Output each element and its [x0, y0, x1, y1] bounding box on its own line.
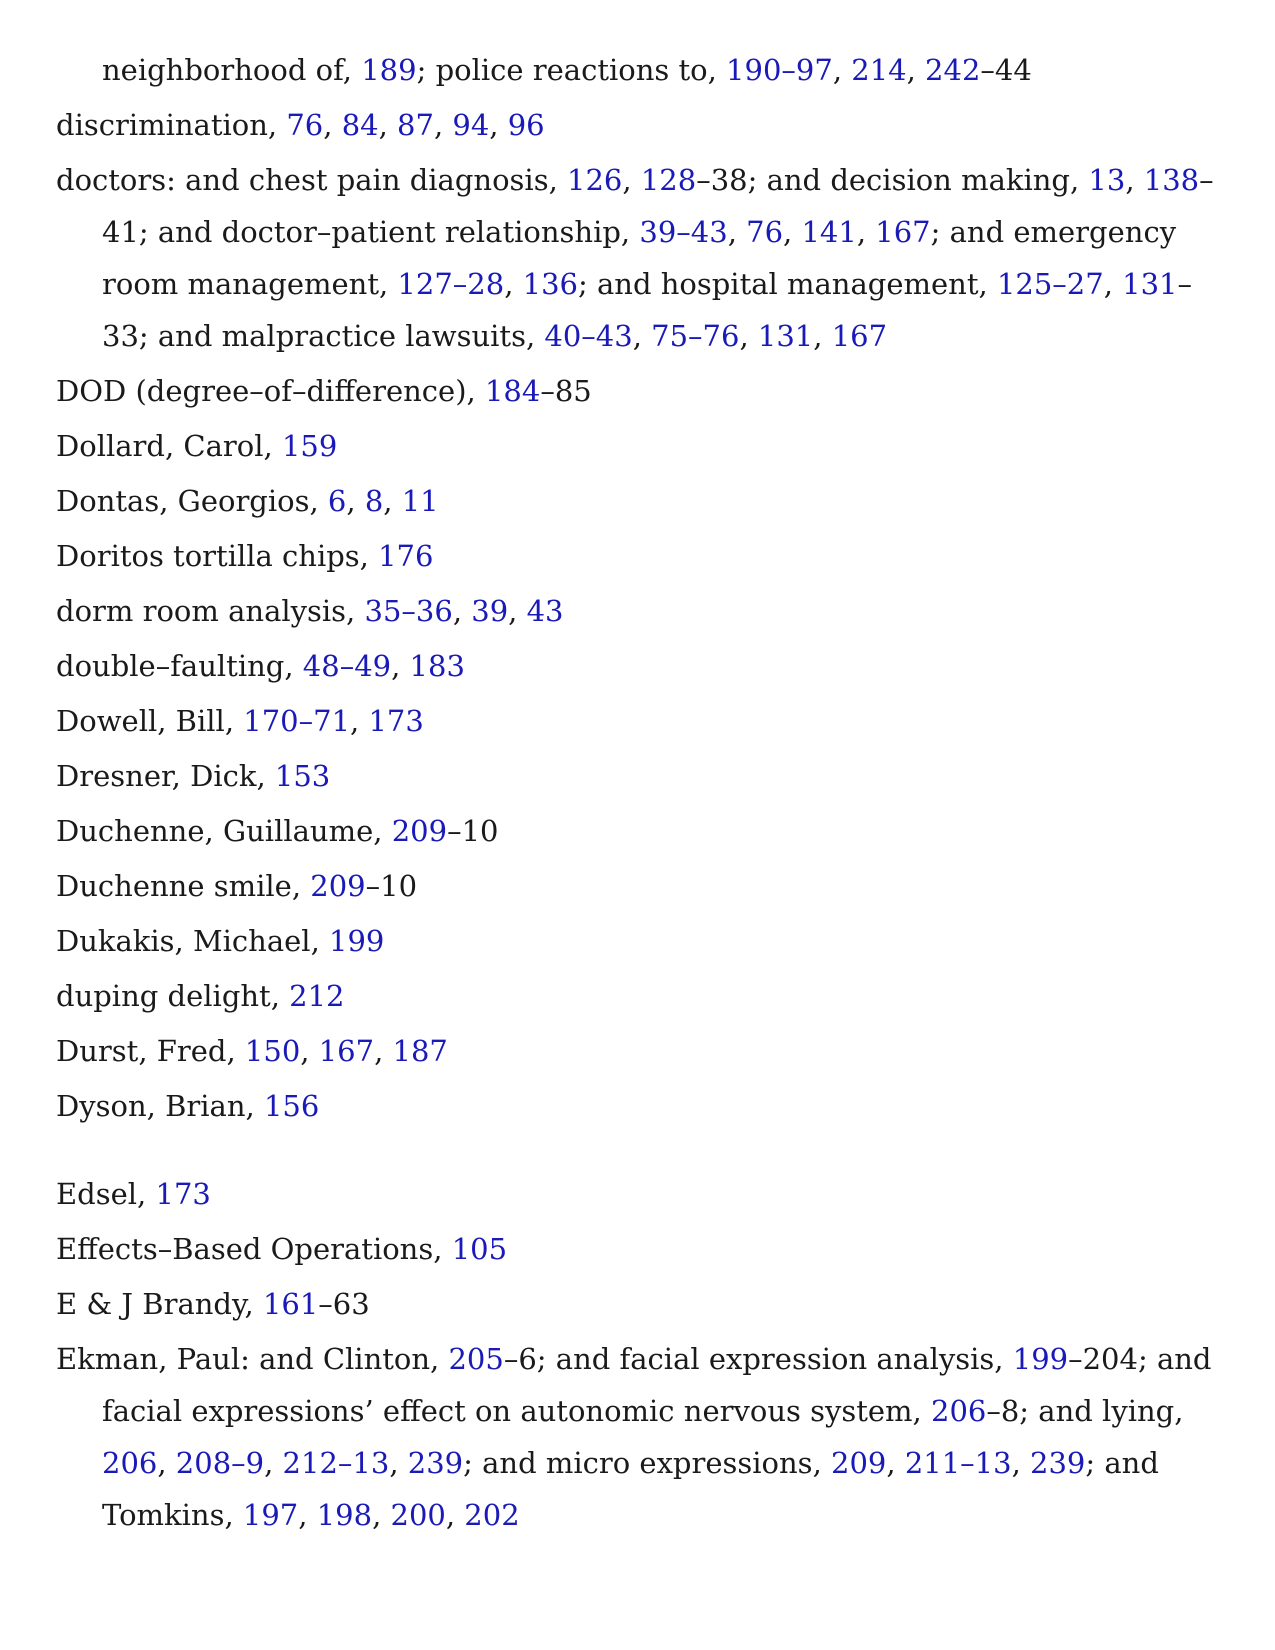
page-reference-link[interactable]: 205 — [448, 1342, 504, 1376]
page-reference-link[interactable]: 167 — [318, 1034, 375, 1068]
index-text: , — [300, 1034, 319, 1068]
page-reference-link[interactable]: 167 — [875, 215, 931, 249]
index-text: , — [264, 1446, 283, 1480]
page-reference-link[interactable]: 239 — [407, 1446, 464, 1480]
index-text: ; and micro expressions, — [463, 1446, 832, 1480]
index-entry — [56, 1080, 1216, 1132]
index-entry — [56, 915, 1216, 967]
index-entry — [56, 750, 1216, 802]
index-entry — [56, 860, 1216, 912]
index-text: , — [350, 704, 369, 738]
index-text: , — [389, 1446, 408, 1480]
page-reference-link[interactable]: 75–76 — [651, 319, 740, 353]
index-text: ; police reactions to, — [416, 53, 727, 87]
index-text: , — [433, 108, 453, 142]
index-entry — [56, 475, 1216, 527]
index-text: DOD (degree–of–difference), — [56, 374, 485, 408]
page-reference-link[interactable]: 209 — [310, 869, 366, 903]
page-reference-link[interactable]: 197 — [242, 1498, 299, 1532]
index-text: –204; and facial expressions’ effect on autonomic nervous system, — [102, 1342, 1212, 1428]
page-reference-link[interactable]: 6 — [327, 484, 347, 518]
page-reference-link[interactable]: 212–13 — [282, 1446, 390, 1480]
index-text: , — [383, 484, 402, 518]
page-reference-link[interactable]: 39 — [471, 594, 509, 628]
page-reference-link[interactable]: 184 — [484, 374, 541, 408]
index-entry — [56, 640, 1216, 692]
index-text: dorm room analysis, — [56, 594, 365, 628]
page-reference-link[interactable]: 199 — [329, 924, 385, 958]
index-text: duping delight, — [56, 979, 290, 1013]
page-reference-link[interactable]: 76 — [746, 215, 784, 249]
page-reference-link[interactable]: 190–97 — [726, 53, 833, 87]
page-reference-link[interactable]: 84 — [341, 108, 379, 142]
index-text: , — [1125, 163, 1144, 197]
page-reference-link[interactable]: 150 — [244, 1034, 301, 1068]
index-text: –41; and doctor–patient relationship, — [102, 163, 1214, 249]
index-text: –6; and facial expression analysis, — [503, 1342, 1013, 1376]
page-reference-link[interactable]: 173 — [155, 1177, 211, 1211]
page-reference-link[interactable]: 239 — [1030, 1446, 1086, 1480]
page-reference-link[interactable]: 161 — [262, 1287, 319, 1321]
index-text: ; and emergency room management, — [102, 215, 1177, 301]
index-text: , — [445, 1498, 465, 1532]
page-reference-link[interactable]: 11 — [401, 484, 439, 518]
page-reference-link[interactable]: 126 — [567, 163, 623, 197]
index-text: Durst, Fred, — [56, 1034, 245, 1068]
page-reference-link[interactable]: 208–9 — [175, 1446, 265, 1480]
index-text: , — [1011, 1446, 1031, 1480]
index-text: , — [391, 649, 410, 683]
page-reference-link[interactable]: 209 — [391, 814, 448, 848]
index-text: double–faulting, — [56, 649, 303, 683]
index-text: –33; and malpractice lawsuits, — [102, 267, 1192, 353]
page-reference-link[interactable]: 189 — [361, 53, 417, 87]
index-text: , — [504, 267, 523, 301]
index-text: , — [727, 215, 747, 249]
index-text: , — [906, 53, 926, 87]
index-entry — [56, 970, 1216, 1022]
index-entry — [56, 530, 1216, 582]
page-reference-link[interactable]: 206 — [931, 1394, 987, 1428]
index-entry — [56, 1278, 1216, 1330]
page-reference-link[interactable]: 136 — [522, 267, 578, 301]
index-text: , — [508, 594, 527, 628]
index-entry — [56, 1168, 1216, 1220]
page-reference-link[interactable]: 48–49 — [302, 649, 392, 683]
index-text: , — [374, 1034, 393, 1068]
index-text: ; and Tomkins, — [102, 1446, 1159, 1532]
index-entry — [56, 695, 1216, 747]
page-reference-link[interactable]: 242 — [925, 53, 981, 87]
index-text: , — [298, 1498, 317, 1532]
page-reference-link[interactable]: 138 — [1143, 163, 1200, 197]
index-entry — [56, 420, 1216, 472]
index-text: , — [1103, 267, 1123, 301]
index-text: , — [856, 215, 876, 249]
index-text: Dowell, Bill, — [56, 704, 244, 738]
index-text: –44 — [980, 53, 1032, 87]
index-text: , — [632, 319, 652, 353]
page-reference-link[interactable]: 127–28 — [397, 267, 505, 301]
index-text: doctors: and chest pain diagnosis, — [56, 163, 568, 197]
index-text: , — [832, 53, 852, 87]
page-reference-link[interactable]: 198 — [316, 1498, 373, 1532]
index-text: –38; and decision making, — [696, 163, 1089, 197]
page-reference-link[interactable]: 131 — [757, 319, 814, 353]
index-text: E & J Brandy, — [56, 1287, 263, 1321]
index-entry — [56, 365, 1216, 417]
index-text: , — [739, 319, 758, 353]
index-text: Dollard, Carol, — [56, 429, 282, 463]
page-reference-link[interactable]: 206 — [102, 1446, 158, 1480]
page-reference-link[interactable]: 214 — [851, 53, 907, 87]
page-reference-link[interactable]: 209 — [831, 1446, 887, 1480]
page-reference-link[interactable]: 199 — [1012, 1342, 1069, 1376]
index-text: Dresner, Dick, — [56, 759, 275, 793]
index-text: , — [489, 108, 508, 142]
index-text: Dyson, Brian, — [56, 1089, 264, 1123]
index-page — [56, 44, 1216, 1544]
page-reference-link[interactable]: 96 — [507, 108, 545, 142]
index-text: Effects–Based Operations, — [56, 1232, 452, 1266]
index-text: Duchenne, Guillaume, — [56, 814, 392, 848]
index-entry-continued — [56, 44, 1216, 96]
page-reference-link[interactable]: 141 — [801, 215, 857, 249]
index-text: –10 — [447, 814, 499, 848]
page-reference-link[interactable]: 211–13 — [904, 1446, 1012, 1480]
page-reference-link[interactable]: 13 — [1088, 163, 1126, 197]
page-reference-link[interactable]: 212 — [289, 979, 345, 1013]
page-reference-link[interactable]: 94 — [452, 108, 490, 142]
index-text: , — [372, 1498, 391, 1532]
page-reference-link[interactable]: 131 — [1122, 267, 1178, 301]
index-entry — [56, 805, 1216, 857]
index-text: discrimination, — [56, 108, 287, 142]
index-entry — [56, 154, 1216, 362]
index-text: Dukakis, Michael, — [56, 924, 330, 958]
index-text: Dontas, Georgios, — [56, 484, 328, 518]
page-reference-link[interactable]: 8 — [364, 484, 384, 518]
page-reference-link[interactable]: 128 — [640, 163, 697, 197]
index-text: Duchenne smile, — [56, 869, 311, 903]
page-reference-link[interactable]: 200 — [390, 1498, 446, 1532]
page-reference-link[interactable]: 202 — [464, 1498, 520, 1532]
page-reference-link[interactable]: 156 — [263, 1089, 320, 1123]
index-text: –10 — [365, 869, 418, 903]
page-reference-link[interactable]: 105 — [451, 1232, 508, 1266]
page-reference-link[interactable]: 159 — [281, 429, 338, 463]
index-entry — [56, 99, 1216, 151]
index-text: , — [783, 215, 802, 249]
index-entry — [56, 1223, 1216, 1275]
index-text: neighborhood of, — [102, 53, 362, 87]
page-reference-link[interactable]: 87 — [397, 108, 434, 142]
index-text: , — [378, 108, 398, 142]
index-entry — [56, 1025, 1216, 1077]
page-reference-link[interactable]: 39–43 — [639, 215, 728, 249]
page-reference-link[interactable]: 35–36 — [364, 594, 453, 628]
page-reference-link[interactable]: 170–71 — [243, 704, 351, 738]
page-reference-link[interactable]: 43 — [526, 594, 564, 628]
index-text: Edsel, — [56, 1177, 156, 1211]
page-reference-link[interactable]: 187 — [392, 1034, 448, 1068]
page-reference-link[interactable]: 153 — [274, 759, 331, 793]
index-entry — [56, 1333, 1216, 1541]
index-text: Doritos tortilla chips, — [56, 539, 379, 573]
page-reference-link[interactable]: 173 — [368, 704, 424, 738]
index-entry — [56, 585, 1216, 637]
page-reference-link[interactable]: 167 — [831, 319, 888, 353]
page-reference-link[interactable]: 125–27 — [996, 267, 1104, 301]
page-reference-link[interactable]: 183 — [409, 649, 465, 683]
index-text: , — [622, 163, 641, 197]
index-text: –8; and lying, — [986, 1394, 1184, 1428]
page-reference-link[interactable]: 40–43 — [544, 319, 633, 353]
index-text: ; and hospital management, — [577, 267, 997, 301]
index-text: , — [886, 1446, 905, 1480]
index-text: , — [813, 319, 832, 353]
index-text: , — [452, 594, 472, 628]
page-reference-link[interactable]: 176 — [378, 539, 434, 573]
index-text: –85 — [540, 374, 592, 408]
index-text: –63 — [318, 1287, 370, 1321]
index-text: Ekman, Paul: and Clinton, — [56, 1342, 449, 1376]
index-text: , — [346, 484, 365, 518]
index-text: , — [323, 108, 342, 142]
index-text: , — [157, 1446, 176, 1480]
page-reference-link[interactable]: 76 — [286, 108, 324, 142]
